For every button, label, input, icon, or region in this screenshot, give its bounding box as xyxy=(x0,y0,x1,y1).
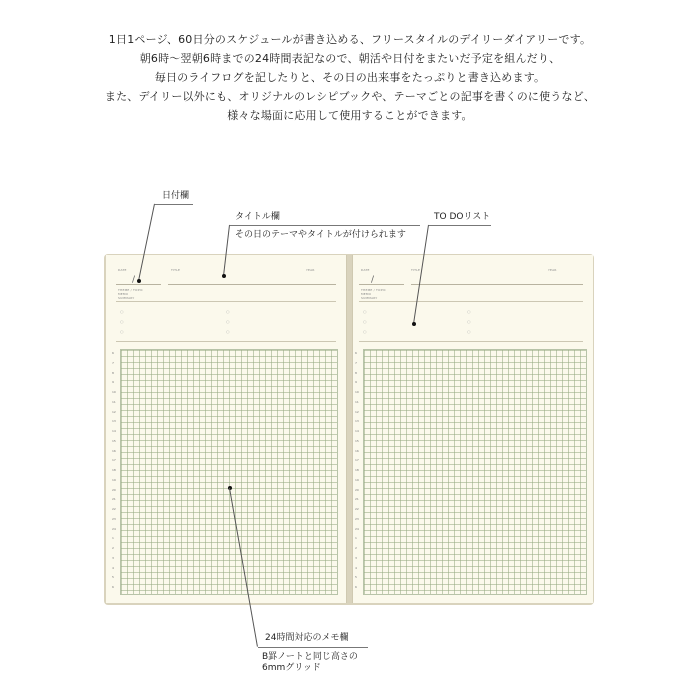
hour-label: 6 xyxy=(112,585,114,590)
intro-line-4: また、デイリー以外にも、オリジナルのレシピブックや、テーマごとの記事を書くのに使うなど、 xyxy=(104,90,596,103)
todo-marker: ○ xyxy=(363,309,367,314)
sub-label: SUMMARY xyxy=(118,296,135,300)
memo-grid xyxy=(120,349,338,595)
sub-label: THEME / TOPIC xyxy=(118,288,143,292)
hour-label: 13 xyxy=(112,419,116,424)
title-rule xyxy=(411,284,583,285)
hour-label: 20 xyxy=(355,487,359,492)
hour-label: 11 xyxy=(112,399,116,404)
todo-marker: ○ xyxy=(226,309,230,314)
hour-label: 19 xyxy=(112,477,116,482)
sub-label: MEMO xyxy=(118,292,129,296)
hour-label: 23 xyxy=(112,516,116,521)
title-field-pointer-dot xyxy=(222,274,226,278)
hour-label: 1 xyxy=(112,536,114,541)
date-label: DATE xyxy=(118,268,127,272)
hour-label: 17 xyxy=(355,458,359,463)
date-field-callout-label: 日付欄 xyxy=(162,191,190,201)
hour-label: 16 xyxy=(112,448,116,453)
todo-rule xyxy=(116,341,336,342)
hour-label: 17 xyxy=(112,458,116,463)
hour-label: 6 xyxy=(355,351,357,355)
hour-label: 11 xyxy=(355,399,359,404)
sub-label: SUMMARY xyxy=(361,296,378,300)
title-field-callout-rule xyxy=(230,225,420,226)
hour-label: 10 xyxy=(355,390,359,395)
header-rule xyxy=(116,301,336,302)
intro-line-3: 毎日のライフログを記したりと、その日の出来事をたっぷりと書き込めます。 xyxy=(154,71,546,84)
memo-grid xyxy=(363,349,587,595)
hour-label: 24 xyxy=(112,526,116,531)
title-field-callout-description: その日のテーマやタイトルが付けられます xyxy=(235,230,406,240)
hour-label: 22 xyxy=(112,507,116,512)
intro-line-5: 様々な場面に応用して使用することができます。 xyxy=(227,109,473,122)
todo-marker: ○ xyxy=(467,309,471,314)
hour-label: 15 xyxy=(112,438,116,443)
date-field-pointer-dot xyxy=(137,279,141,283)
todo-marker: ○ xyxy=(226,329,230,334)
hour-label: 18 xyxy=(355,468,359,473)
date-slash: / xyxy=(132,275,136,285)
date-slash: / xyxy=(371,275,375,285)
date-rule xyxy=(116,284,161,285)
todo-marker: ○ xyxy=(120,319,124,324)
hour-label: 14 xyxy=(355,429,359,434)
hour-label: 12 xyxy=(355,409,359,414)
todo-marker: ○ xyxy=(226,319,230,324)
memo-field-callout-rule xyxy=(258,647,368,648)
hour-label: 10 xyxy=(112,390,116,395)
todo-list-pointer-dot xyxy=(412,322,416,326)
date-rule xyxy=(359,284,404,285)
todo-rule xyxy=(359,341,583,342)
title-rule xyxy=(168,284,336,285)
hour-label: 13 xyxy=(355,419,359,424)
todo-marker: ○ xyxy=(467,329,471,334)
hour-label: 4 xyxy=(112,565,114,570)
title-field-callout-label: タイトル欄 xyxy=(235,212,280,222)
hour-label: 5 xyxy=(112,575,114,580)
todo-marker: ○ xyxy=(120,329,124,334)
intro-line-1: 1日1ページ、60日分のスケジュールが書き込める、フリースタイルのデイリーダイアリーです。 xyxy=(108,33,592,46)
hour-label: 3 xyxy=(112,555,114,560)
hour-label: 3 xyxy=(355,555,357,560)
hour-label: 16 xyxy=(355,448,359,453)
year-label: YEAR xyxy=(306,268,315,272)
hour-label: 15 xyxy=(355,438,359,443)
hour-label: 7 xyxy=(355,360,357,365)
hour-label: 9 xyxy=(355,380,357,385)
hour-label: 19 xyxy=(355,477,359,482)
notebook-right-page xyxy=(352,255,593,603)
todo-marker: ○ xyxy=(467,319,471,324)
hour-label: 21 xyxy=(112,497,116,502)
hour-label: 2 xyxy=(112,546,114,551)
notebook-spread xyxy=(104,254,594,605)
memo-field-callout-description: 6mmグリッド xyxy=(262,663,321,673)
hour-label: 7 xyxy=(112,360,114,365)
todo-marker: ○ xyxy=(363,329,367,334)
memo-field-callout-label: 24時間対応のメモ欄 xyxy=(265,633,349,643)
year-label: YEAR xyxy=(548,268,557,272)
hour-label: 14 xyxy=(112,429,116,434)
hour-label: 12 xyxy=(112,409,116,414)
todo-marker: ○ xyxy=(120,309,124,314)
hour-label: 4 xyxy=(355,565,357,570)
intro-line-2: 朝6時〜翌朝6時までの24時間表記なので、朝活や日付をまたいだ予定を組んだり、 xyxy=(139,52,561,65)
sub-label: THEME / TOPIC xyxy=(361,288,386,292)
title-label: TITLE xyxy=(171,268,181,272)
todo-list-callout-rule xyxy=(429,225,491,226)
date-label: DATE xyxy=(361,268,370,272)
todo-marker: ○ xyxy=(363,319,367,324)
hour-label: 6 xyxy=(112,351,114,355)
intro-text xyxy=(0,30,700,125)
date-field-callout-rule xyxy=(155,204,193,205)
memo-field-callout-description: B罫ノートと同じ高さの xyxy=(262,652,358,662)
hour-label: 24 xyxy=(355,526,359,531)
hour-label: 2 xyxy=(355,546,357,551)
hour-label: 6 xyxy=(355,585,357,590)
hour-label: 20 xyxy=(112,487,116,492)
sub-label: MEMO xyxy=(361,292,372,296)
title-label: TITLE xyxy=(411,268,421,272)
hour-labels xyxy=(112,349,120,593)
hour-label: 18 xyxy=(112,468,116,473)
hour-label: 9 xyxy=(112,380,114,385)
hour-label: 21 xyxy=(355,497,359,502)
hour-label: 23 xyxy=(355,516,359,521)
hour-label: 8 xyxy=(355,370,357,375)
hour-labels xyxy=(355,349,363,593)
hour-label: 5 xyxy=(355,575,357,580)
notebook-left-page xyxy=(106,255,347,603)
header-rule xyxy=(359,301,583,302)
hour-label: 1 xyxy=(355,536,357,541)
todo-list-callout-label: TO DOリスト xyxy=(434,212,491,222)
hour-label: 22 xyxy=(355,507,359,512)
hour-label: 8 xyxy=(112,370,114,375)
